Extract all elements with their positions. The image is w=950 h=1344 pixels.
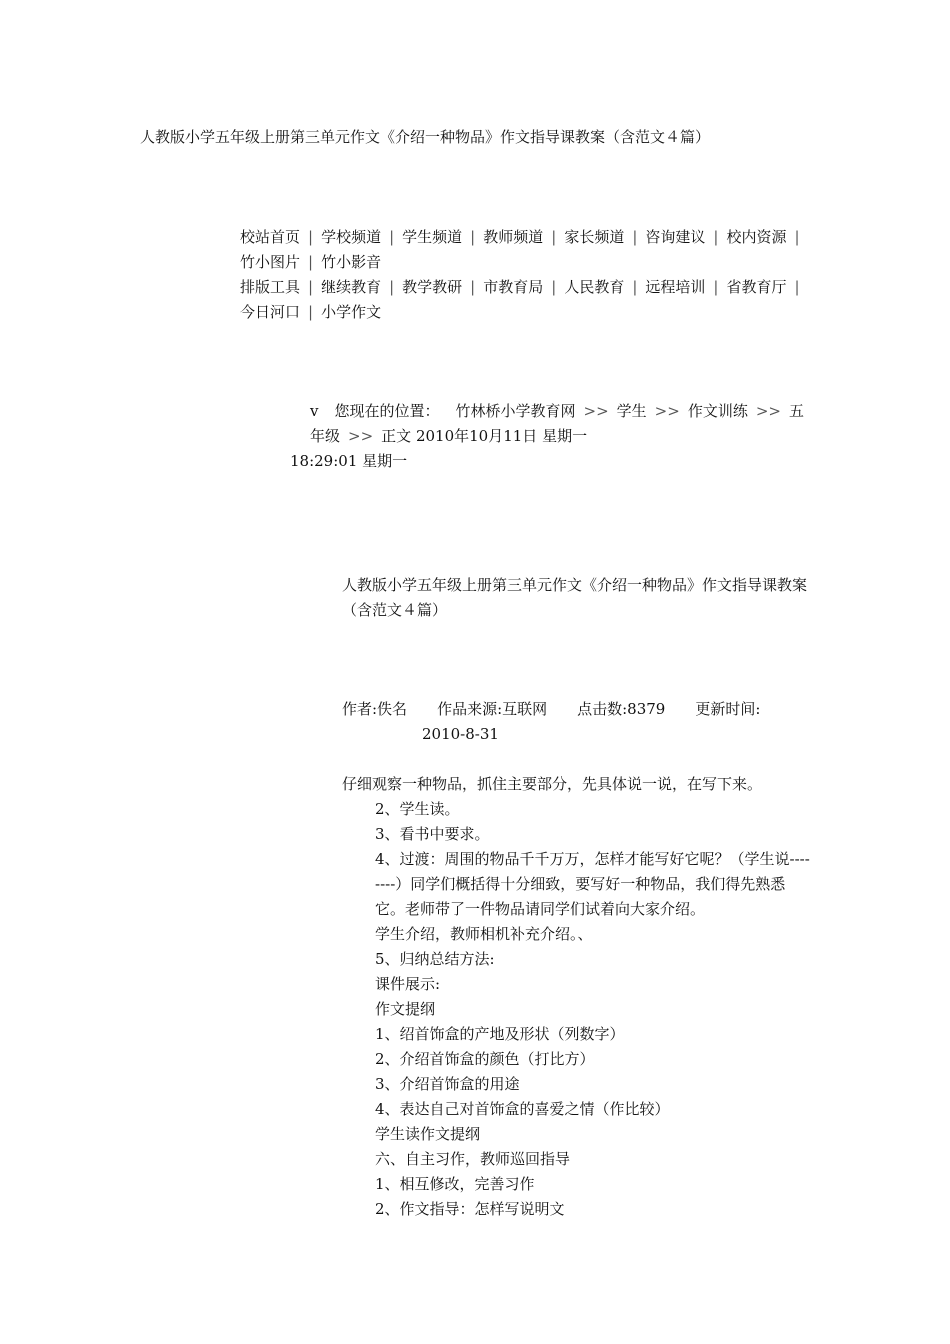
breadcrumb-link-grade5[interactable]: 五年级 (310, 402, 804, 445)
nav-link-province-dept[interactable]: 省教育厅 (726, 278, 787, 296)
meta-updated-label: 更新时间: (695, 700, 761, 718)
outline-line: 课件展示: (375, 975, 441, 993)
nav-separator: | (389, 228, 395, 246)
meta-source: 作品来源:互联网 (437, 700, 548, 718)
outline-line: 2、作文指导：怎样写说明文 (375, 1200, 565, 1218)
nav-link-layout-tool[interactable]: 排版工具 (240, 278, 301, 296)
document-title: 人教版小学五年级上册第三单元作文《介绍一种物品》作文指导课教案（含范文４篇） (140, 128, 711, 146)
site-navigation (140, 225, 812, 325)
nav-link-advice[interactable]: 咨询建议 (645, 228, 706, 246)
breadcrumb-current: 正文 (381, 427, 412, 445)
nav-link-city-bureau[interactable]: 市教育局 (483, 278, 544, 296)
article-title: 人教版小学五年级上册第三单元作文《介绍一种物品》作文指导课教案（含范文４篇） (342, 576, 808, 619)
breadcrumb-link-home[interactable]: 竹林桥小学教育网 (455, 402, 576, 420)
nav-link-home[interactable]: 校站首页 (240, 228, 301, 246)
nav-separator: | (713, 278, 719, 296)
article-step-4: 4、过渡：周围的物品千千万万，怎样才能写好它呢？（学生说--------）同学们概括得十分细致，要写好一种物品，我们得先熟悉它。老师带了一件物品请同学们试着向大家介绍。 (375, 850, 810, 918)
outline-line: 作文提纲 (375, 1000, 436, 1018)
article-step-3: 3、看书中要求。 (375, 825, 490, 843)
meta-updated-date: 2010-8-31 (422, 725, 499, 743)
nav-row-1 (140, 225, 812, 275)
nav-link-continuing-edu[interactable]: 继续教育 (321, 278, 382, 296)
outline-line: 学生介绍，教师相机补充介绍。、 (375, 925, 593, 943)
nav-separator: | (308, 278, 314, 296)
breadcrumb-link-students[interactable]: 学生 (616, 402, 647, 420)
nav-separator: | (794, 278, 800, 296)
nav-link-research[interactable]: 教学教研 (402, 278, 463, 296)
nav-link-remote-training[interactable]: 远程培训 (645, 278, 706, 296)
nav-link-teachers[interactable]: 教师频道 (483, 228, 544, 246)
article-meta (140, 697, 812, 747)
nav-separator: | (308, 253, 314, 271)
article-step-2: 2、学生读。 (375, 800, 460, 818)
article-title-block (140, 573, 812, 623)
nav-row-2 (140, 275, 812, 325)
article-meta-line (140, 697, 812, 747)
breadcrumb-bullet: v (310, 402, 319, 420)
outline-line: 5、归纳总结方法: (375, 950, 495, 968)
outline-line: 3、介绍首饰盒的用途 (375, 1075, 520, 1093)
outline-line: 1、绍首饰盒的产地及形状（列数字） (375, 1025, 625, 1043)
nav-separator: | (470, 228, 476, 246)
breadcrumb-label: 您现在的位置： (334, 402, 440, 420)
nav-separator: | (308, 228, 314, 246)
nav-link-photos[interactable]: 竹小图片 (240, 253, 301, 271)
nav-link-hekou-today[interactable]: 今日河口 (240, 303, 301, 321)
nav-separator: | (308, 303, 314, 321)
nav-separator: | (632, 278, 638, 296)
nav-link-resources[interactable]: 校内资源 (726, 228, 787, 246)
outline-line: 学生读作文提纲 (375, 1125, 481, 1143)
nav-separator: | (551, 228, 557, 246)
nav-link-people-edu[interactable]: 人民教育 (564, 278, 625, 296)
breadcrumb-separator: >> (348, 427, 374, 445)
nav-link-videos[interactable]: 竹小影音 (321, 253, 382, 271)
nav-separator: | (551, 278, 557, 296)
breadcrumb-separator: >> (654, 402, 680, 420)
nav-link-school[interactable]: 学校频道 (321, 228, 382, 246)
nav-link-parents[interactable]: 家长频道 (564, 228, 625, 246)
nav-separator: | (470, 278, 476, 296)
nav-separator: | (713, 228, 719, 246)
article-outline (140, 922, 812, 1222)
breadcrumb-date: 2010年10月11日 星期一 (415, 427, 588, 445)
outline-line: 2、介绍首饰盒的颜色（打比方） (375, 1050, 595, 1068)
breadcrumb (140, 399, 812, 474)
document-title-block (140, 125, 812, 150)
breadcrumb-time: 18:29:01 星期一 (290, 452, 408, 470)
article-body (140, 772, 812, 1222)
nav-separator: | (794, 228, 800, 246)
breadcrumb-line (140, 399, 812, 449)
breadcrumb-separator: >> (583, 402, 609, 420)
nav-link-students[interactable]: 学生频道 (402, 228, 463, 246)
breadcrumb-separator: >> (755, 402, 781, 420)
nav-link-composition[interactable]: 小学作文 (321, 303, 382, 321)
breadcrumb-link-writing[interactable]: 作文训练 (687, 402, 748, 420)
outline-line: 1、相互修改，完善习作 (375, 1175, 535, 1193)
outline-line: 六、自主习作，教师巡回指导 (375, 1150, 571, 1168)
nav-separator: | (389, 278, 395, 296)
article-intro: 仔细观察一种物品，抓住主要部分，先具体说一说，在写下来。 (342, 775, 763, 793)
nav-separator: | (632, 228, 638, 246)
outline-line: 4、表达自己对首饰盒的喜爱之情（作比较） (375, 1100, 670, 1118)
meta-author: 作者:佚名 (342, 700, 408, 718)
meta-clicks: 点击数:8379 (577, 700, 666, 718)
